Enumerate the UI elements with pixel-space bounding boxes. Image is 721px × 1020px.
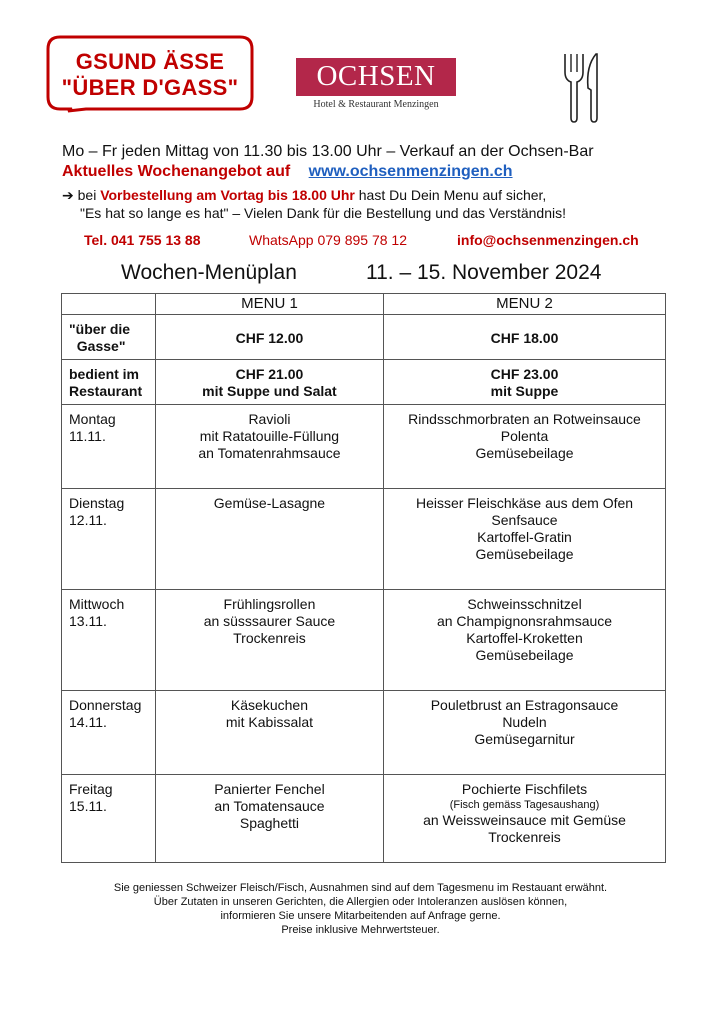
menu-line: Gemüsebeilage — [475, 445, 574, 461]
price-label: Gasse" — [69, 338, 126, 354]
menu-line: Frühlingsrollen — [223, 596, 316, 612]
day-name: Montag — [69, 411, 116, 427]
footer-notes — [0, 881, 721, 937]
day-date: 14.11. — [69, 714, 107, 730]
menu-line: Polenta — [500, 428, 549, 444]
menu-line: Ravioli — [248, 411, 291, 427]
menu-line: Gemüse-Lasagne — [213, 495, 326, 511]
preorder-deadline: Vorbestellung am Vortag bis 18.00 Uhr — [100, 187, 355, 203]
menu1-extras: mit Suppe und Salat — [202, 383, 337, 399]
menu2-price: CHF 18.00 — [490, 330, 559, 346]
menu-line: Nudeln — [502, 714, 547, 730]
price-row-takeaway — [62, 315, 666, 360]
logo-name: OCHSEN — [316, 60, 436, 92]
day-name: Freitag — [69, 781, 113, 797]
menu-line: Pouletbrust an Estragonsauce — [430, 697, 619, 713]
menu-line: Panierter Fenchel — [214, 781, 325, 797]
ochsen-logo — [296, 58, 456, 114]
menu-line: mit Ratatouille-Füllung — [199, 428, 340, 444]
menu-line: Trockenreis — [488, 829, 561, 845]
menu-line: an Tomatenrahmsauce — [198, 445, 341, 461]
phone-number[interactable]: Tel. 041 755 13 88 — [84, 232, 201, 248]
menu-line: Pochierte Fischfilets — [461, 781, 588, 797]
day-row-montag — [62, 405, 666, 489]
menu-line: Schweinsschnitzel — [467, 596, 582, 612]
weekly-offer-label: Aktuelles Wochenangebot auf — [62, 163, 291, 180]
menu-note: (Fisch gemäss Tagesaushang) — [449, 799, 600, 811]
day-date: 13.11. — [69, 613, 107, 629]
price-label: bedient im — [69, 366, 140, 382]
day-date: 11.11. — [69, 428, 106, 444]
table-header-row — [62, 294, 666, 315]
footer-line: Preise inklusive Mehrwertsteuer. — [281, 924, 440, 936]
menu1-price: CHF 12.00 — [235, 330, 304, 346]
day-date: 15.11. — [69, 798, 107, 814]
day-date: 12.11. — [69, 512, 107, 528]
menu-line: Kartoffel-Gratin — [477, 529, 572, 545]
thanks-line: "Es hat so lange es hat" – Vielen Dank für die Bestellung und das Verständnis! — [80, 205, 566, 221]
gsund-aesse-badge — [46, 35, 254, 111]
weekly-offer-line — [62, 163, 513, 181]
whatsapp-number[interactable]: WhatsApp 079 895 78 12 — [249, 232, 408, 248]
website-link[interactable]: www.ochsenmenzingen.ch — [308, 163, 513, 180]
day-row-donnerstag — [62, 691, 666, 775]
menu-line: Gemüsegarnitur — [474, 731, 575, 747]
menu-line: Käsekuchen — [230, 697, 308, 713]
menu1-price: CHF 21.00 — [235, 366, 304, 382]
header-menu1: MENU 1 — [155, 294, 383, 315]
badge-line2: "ÜBER D'GASS" — [61, 75, 239, 100]
menu-line: Rindsschmorbraten an Rotweinsauce — [408, 411, 641, 427]
menu-line: an süsssaurer Sauce — [203, 613, 336, 629]
menu-line: Gemüsebeilage — [475, 546, 574, 562]
day-name: Dienstag — [69, 495, 125, 511]
menu2-price: CHF 23.00 — [490, 366, 559, 382]
menu-line: Spaghetti — [239, 815, 300, 831]
header-menu2: MENU 2 — [384, 294, 666, 315]
price-row-restaurant — [62, 360, 666, 405]
footer-line: Sie geniessen Schweizer Fleisch/Fisch, Ausnahmen sind auf dem Tagesmenu im Restauant erwähnt. — [113, 882, 608, 894]
preorder-post: hast Du Dein Menu auf sicher, — [354, 187, 547, 203]
day-row-mittwoch — [62, 590, 666, 691]
badge-line1: GSUND ÄSSE — [75, 49, 225, 74]
menu-line: Senfsauce — [491, 512, 558, 528]
menu-line: an Weissweinsauce mit Gemüse — [423, 812, 626, 828]
price-label: Restaurant — [69, 383, 143, 399]
email-address[interactable]: info@ochsenmenzingen.ch — [457, 232, 639, 248]
price-label: "über die — [69, 321, 131, 337]
opening-hours: Mo – Fr jeden Mittag von 11.30 bis 13.00 Uhr – Verkauf an der Ochsen-Bar — [62, 143, 594, 160]
menu-line: an Tomatensauce — [214, 798, 325, 814]
menu-line: Heisser Fleischkäse aus dem Ofen — [415, 495, 634, 511]
preorder-pre: bei — [73, 187, 101, 203]
day-row-dienstag — [62, 489, 666, 590]
day-name: Donnerstag — [69, 697, 142, 713]
menu-line: Trockenreis — [233, 630, 306, 646]
arrow-icon: ➔ — [62, 187, 74, 203]
day-name: Mittwoch — [69, 596, 125, 612]
footer-line: informieren Sie unsere Mitarbeitenden auf Anfrage gerne. — [220, 910, 501, 922]
menu2-extras: mit Suppe — [490, 383, 559, 399]
menu-line: an Champignonsrahmsauce — [436, 613, 613, 629]
page-title: Wochen-Menüplan — [121, 261, 297, 284]
fork-knife-icon — [558, 52, 606, 124]
menu-line: mit Kabissalat — [225, 714, 314, 730]
preorder-line — [62, 187, 546, 204]
week-dates: 11. – 15. November 2024 — [366, 261, 602, 284]
footer-line: Über Zutaten in unseren Gerichten, die Allergien oder Intoleranzen auslösen können, — [153, 896, 568, 908]
header-empty — [62, 294, 156, 315]
logo-subtitle: Hotel & Restaurant Menzingen — [313, 99, 439, 110]
menu-table — [61, 293, 666, 863]
menu-line: Kartoffel-Kroketten — [466, 630, 583, 646]
day-row-freitag — [62, 775, 666, 863]
menu-line: Gemüsebeilage — [475, 647, 574, 663]
